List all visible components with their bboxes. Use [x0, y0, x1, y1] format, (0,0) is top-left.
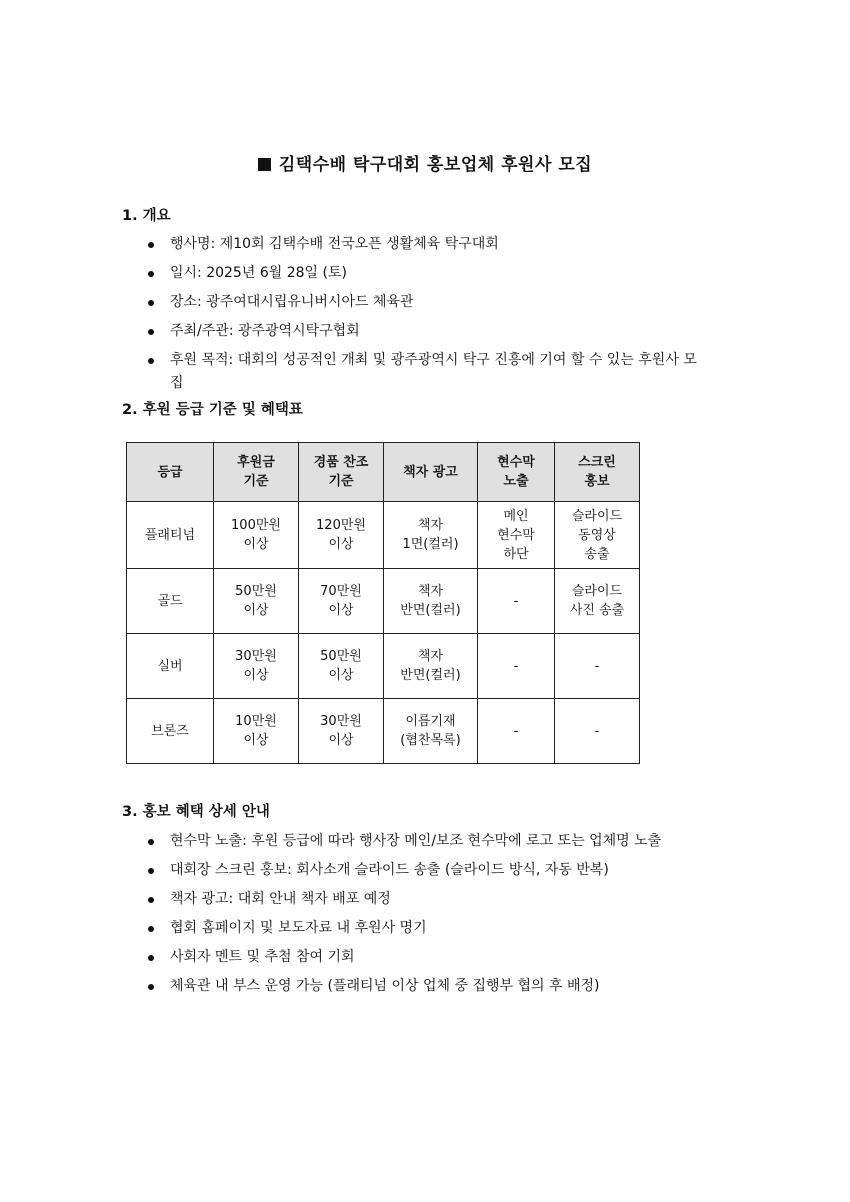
list-item: 후원 목적: 대회의 성공적인 개최 및 광주광역시 탁구 진흥에 기여 할 수 있는 후원사 모집	[148, 349, 705, 395]
bullet-icon	[148, 271, 154, 277]
table-cell: 슬라이드 동영상 송출	[555, 502, 640, 569]
sponsor-grade-table	[126, 442, 640, 764]
table-cell: 플래티넘	[127, 502, 214, 569]
table-cell: -	[478, 699, 555, 764]
table-row	[127, 634, 640, 699]
list-item: 주최/주관: 광주광역시탁구협회	[148, 320, 708, 343]
table-cell: 10만원 이상	[214, 699, 299, 764]
table-cell: 50만원 이상	[214, 569, 299, 634]
column-header: 경품 찬조 기준	[299, 443, 384, 502]
list-item: 협회 홈페이지 및 보도자료 내 후원사 명기	[148, 917, 708, 940]
document-title: 김택수배 탁구대회 홍보업체 후원사 모집	[278, 155, 593, 175]
section-2-heading: 2. 후원 등급 기준 및 혜택표	[122, 402, 303, 418]
column-header: 책자 광고	[384, 443, 478, 502]
table-cell: 책자 1면(컬러)	[384, 502, 478, 569]
table-row	[127, 699, 640, 764]
document-title-line	[0, 150, 850, 175]
list-item: 일시: 2025년 6월 28일 (토)	[148, 262, 708, 285]
bullet-icon	[148, 984, 154, 990]
column-header: 후원금 기준	[214, 443, 299, 502]
bullet-icon	[148, 242, 154, 248]
list-item: 책자 광고: 대회 안내 책자 배포 예정	[148, 888, 708, 911]
bullet-icon	[148, 868, 154, 874]
list-item: 체육관 내 부스 운영 가능 (플래티넘 이상 업체 중 집행부 협의 후 배정)	[148, 975, 708, 998]
section-1-list	[148, 233, 708, 401]
table-cell: -	[478, 634, 555, 699]
table-cell: 골드	[127, 569, 214, 634]
table-cell: 100만원 이상	[214, 502, 299, 569]
bullet-icon	[148, 839, 154, 845]
table-cell: 30만원 이상	[299, 699, 384, 764]
table-cell: 브론즈	[127, 699, 214, 764]
table-cell: 50만원 이상	[299, 634, 384, 699]
table-cell: -	[478, 569, 555, 634]
list-item: 대회장 스크린 홍보: 회사소개 슬라이드 송출 (슬라이드 방식, 자동 반복)	[148, 859, 708, 882]
table-cell: -	[555, 634, 640, 699]
section-1-heading: 1. 개요	[122, 208, 171, 224]
table-cell: 슬라이드 사진 송출	[555, 569, 640, 634]
bullet-icon	[148, 358, 154, 364]
column-header: 스크린 홍보	[555, 443, 640, 502]
column-header: 현수막 노출	[478, 443, 555, 502]
bullet-icon	[148, 300, 154, 306]
list-item: 행사명: 제10회 김택수배 전국오픈 생활체육 탁구대회	[148, 233, 708, 256]
list-item: 장소: 광주여대시립유니버시아드 체육관	[148, 291, 708, 314]
bullet-icon	[148, 955, 154, 961]
table-header-row	[127, 443, 640, 502]
section-3-list	[148, 830, 708, 1004]
list-item: 현수막 노출: 후원 등급에 따라 행사장 메인/보조 현수막에 로고 또는 업체명 노출	[148, 830, 690, 853]
bullet-icon	[148, 926, 154, 932]
column-header: 등급	[127, 443, 214, 502]
table-cell: 실버	[127, 634, 214, 699]
table-cell: -	[555, 699, 640, 764]
table-row	[127, 502, 640, 569]
bullet-icon	[148, 329, 154, 335]
section-3-heading: 3. 홍보 혜택 상세 안내	[122, 804, 270, 820]
table-cell: 120만원 이상	[299, 502, 384, 569]
table-cell: 이름기재 (협찬목록)	[384, 699, 478, 764]
table-cell: 책자 반면(컬러)	[384, 569, 478, 634]
bullet-icon	[148, 897, 154, 903]
table-cell: 메인 현수막 하단	[478, 502, 555, 569]
table-cell: 70만원 이상	[299, 569, 384, 634]
list-item: 사회자 멘트 및 추첨 참여 기회	[148, 946, 708, 969]
black-square-icon	[258, 158, 271, 171]
table-row	[127, 569, 640, 634]
table-cell: 30만원 이상	[214, 634, 299, 699]
table-cell: 책자 반면(컬러)	[384, 634, 478, 699]
